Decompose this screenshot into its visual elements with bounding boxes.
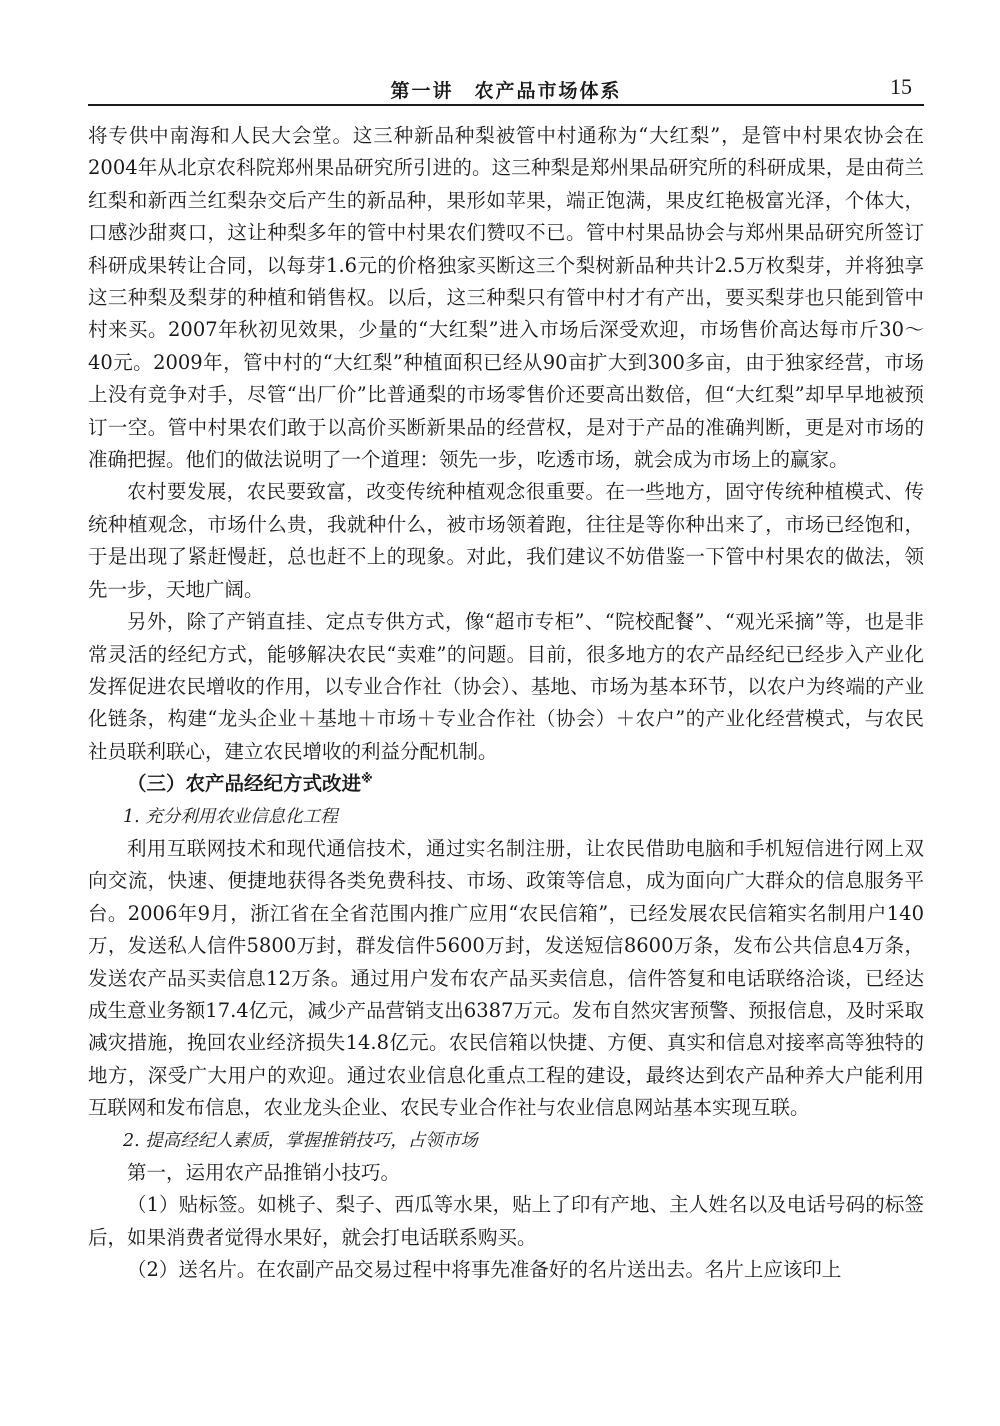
paragraph-brokerage-methods: 另外，除了产销直挂、定点专供方式，像“超市专柜”、“院校配餐”、“观光采摘”等，也是非常灵活的经纪方式，能够解决农民“卖难”的问题。目前，很多地方的农产品经纪已经步入产业化发挥促进农民增收的作用，以专业合作社（协会）、基地、市场为基本环节，以农户为终端的产业化链条，构建“龙头企业＋基地＋市场＋专业合作社（协会）＋农户”的产业化经营模式，与农民社员联利联心，建立农民增收的利益分配机制。 [88, 610, 924, 763]
subheading-1: 1. 充分利用农业信息化工程 [123, 806, 338, 827]
paragraph-continuation: 将专供中南海和人民大会堂。这三种新品种梨被管中村通称为“大红梨”，是管中村果农协会在2004年从北京农科院郑州果品研究所引进的。这三种梨是郑州果品研究所的科研成果，是由荷兰红梨和新西兰红梨杂交后产生的新品种，果形如苹果，端正饱满，果皮红艳极富光泽，个体大，口感沙甜爽口，这让种梨多年的管中村果农们赞叹不已。管中村果品协会与郑州果品研究所签订科研成果转让合同，以每芽1.6元的价格独家买断这三个梨树新品种共计2.5万枚梨芽，并将独享这三种梨及梨芽的种植和销售权。以后，这三种梨只有管中村才有产出，要买梨芽也只能到管中村来买。2007年秋初见效果，少量的“大红梨”进入市场后深受欢迎，市场售价高达每市斤30～40元。2009年，管中村的“大红梨”种植面积已经从90亩扩大到300多亩，由于独家经营，市场上没有竞争对手，尽管“出厂价”比普通梨的市场零售价还要高出数倍，但“大红梨”却早早地被预订一空。管中村果农们敢于以高价买断新果品的经营权，是对于产品的准确判断，更是对市场的准确把握。他们的做法说明了一个道理：领先一步，吃透市场，就会成为市场上的赢家。 [88, 124, 924, 472]
subheading-2: 2. 提高经纪人素质，掌握推销技巧，占领市场 [123, 1130, 478, 1151]
paragraph-first-tips: 第一，运用农产品推销小技巧。 [127, 1161, 401, 1184]
section-heading-3 [88, 768, 924, 800]
footnote-mark: ※ [361, 771, 373, 786]
page-number: 15 [890, 74, 912, 99]
page-body [88, 120, 924, 1287]
paragraph-labels: （1）贴标签。如桃子、梨子、西瓜等水果，贴上了印有产地、主人姓名以及电话号码的标签后，如果消费者觉得水果好，就会打电话联系购买。 [88, 1193, 924, 1249]
section-heading-text: （三）农产品经纪方式改进 [127, 772, 362, 796]
book-page [88, 70, 924, 1287]
chapter-title: 第一讲 农产品市场体系 [390, 80, 622, 102]
running-header [88, 70, 924, 106]
paragraph-planting-concepts: 农村要发展，农民要致富，改变传统种植观念很重要。在一些地方，固守传统种植模式、传统种植观念，市场什么贵，我就种什么，被市场领着跑，往往是等你种出来了，市场已经饱和，于是出现了紧赶慢赶，总也赶不上的现象。对此，我们建议不妨借鉴一下管中村果农的做法，领先一步，天地广阔。 [88, 480, 924, 601]
paragraph-information-engineering: 利用互联网技术和现代通信技术，通过实名制注册，让农民借助电脑和手机短信进行网上双向交流，快速、便捷地获得各类免费科技、市场、政策等信息，成为面向广大群众的信息服务平台。2006年9月，浙江省在全省范围内推广应用“农民信箱”，已经发展农民信箱实名制用户140万，发送私人信件5800万封，群发信件5600万封，发送短信8600万条，发布公共信息4万条，发送农产品买卖信息12万条。通过用户发布农产品买卖信息，信件答复和电话联络洽谈，已经达成生意业务额17.4亿元，减少产品营销支出6387万元。发布自然灾害预警、预报信息，及时采取减灾措施，挽回农业经济损失14.8亿元。农民信箱以快捷、方便、真实和信息对接率高等独特的地方，深受广大用户的欢迎。通过农业信息化重点工程的建设，最终达到农产品种养大户能利用互联网和发布信息，农业龙头企业、农民专业合作社与农业信息网站基本实现互联。 [88, 836, 924, 1120]
paragraph-business-cards: （2）送名片。在农副产品交易过程中将事先准备好的名片送出去。名片上应该印上 [127, 1258, 842, 1282]
